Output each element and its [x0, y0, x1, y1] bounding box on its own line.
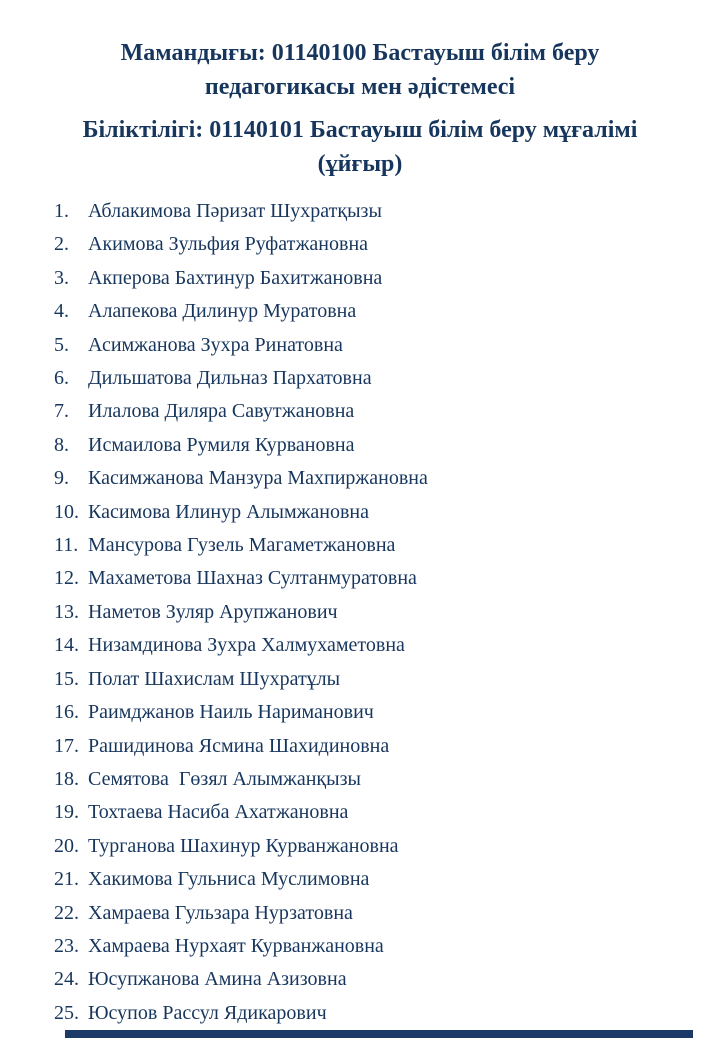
list-item-name: Махаметова Шахназ Султанмуратовна	[88, 567, 417, 590]
list-item-name: Низамдинова Зухра Халмухаметовна	[88, 634, 405, 657]
list-item-number: 18.	[54, 767, 79, 790]
list-item-name: Акперова Бахтинур Бахитжановна	[88, 266, 383, 289]
list-item	[0, 429, 720, 462]
qualification-heading	[0, 113, 720, 181]
list-item	[0, 629, 720, 662]
list-item-number: 20.	[54, 834, 79, 857]
list-item-name: Асимжанова Зухра Ринатовна	[88, 333, 343, 356]
list-item	[0, 830, 720, 863]
list-item-name: Семятова Гөзял Алымжанқызы	[88, 767, 361, 790]
list-item-name: Касимова Илинур Алымжановна	[88, 500, 370, 523]
list-item-name: Аблакимова Пәризат Шухратқызы	[88, 200, 382, 222]
list-item-name: Илалова Диляра Савутжановна	[88, 400, 355, 423]
list-item-number: 24.	[54, 968, 79, 991]
list-item-name: Юсупжанова Амина Азизовна	[88, 968, 347, 991]
list-item	[0, 295, 720, 328]
specialty-heading-line2: педагогикасы мен әдістемесі	[204, 74, 516, 100]
list-item-name: Раимджанов Наиль Нариманович	[88, 701, 374, 724]
list-item	[0, 863, 720, 896]
qualification-heading-line2: (ұйғыр)	[317, 151, 403, 177]
list-item	[0, 663, 720, 696]
list-item-number: 13.	[54, 600, 79, 623]
list-item-number: 15.	[54, 667, 79, 690]
list-item-name: Исмаилова Румиля Курвановна	[88, 433, 355, 456]
list-item	[0, 362, 720, 395]
list-item-number: 7.	[54, 400, 69, 423]
list-item	[0, 562, 720, 595]
list-item-name: Хакимова Гульниса Муслимовна	[88, 868, 370, 891]
list-item-number: 11.	[54, 534, 79, 557]
qualification-heading-line1: Біліктілігі: 01140101 Бастауыш білім беру мұғалімі	[82, 117, 638, 143]
list-item-name: Касимжанова Манзура Махпиржановна	[88, 467, 428, 490]
list-item-number: 16.	[54, 701, 79, 724]
list-item-number: 19.	[54, 801, 79, 824]
list-item	[0, 329, 720, 362]
list-item-name: Тохтаева Насиба Ахатжановна	[88, 801, 349, 824]
list-item-number: 2.	[54, 233, 69, 256]
list-item	[0, 228, 720, 261]
list-item-name: Полат Шахислам Шухратұлы	[88, 667, 341, 690]
list-item	[0, 930, 720, 963]
list-item-number: 17.	[54, 734, 79, 757]
list-item	[0, 997, 720, 1030]
list-item	[0, 262, 720, 295]
list-item	[0, 696, 720, 729]
list-item-number: 6.	[54, 367, 69, 390]
list-item-number: 23.	[54, 934, 79, 957]
list-item	[0, 529, 720, 562]
list-item-name: Хамраева Нурхаят Курванжановна	[88, 934, 384, 957]
list-item-name: Наметов Зуляр Арупжанович	[88, 600, 338, 623]
list-item-number: 14.	[54, 634, 79, 657]
list-item-number: 25.	[54, 1001, 79, 1024]
list-item-number: 21.	[54, 868, 79, 891]
list-item	[0, 796, 720, 829]
list-item-number: 9.	[54, 467, 69, 490]
list-item-name: Хамраева Гульзара Нурзатовна	[88, 901, 353, 924]
list-item	[0, 596, 720, 629]
list-item	[0, 395, 720, 428]
list-item-number: 12.	[54, 567, 79, 590]
list-item	[0, 897, 720, 930]
list-item-number: 1.	[54, 200, 69, 222]
list-item-name: Юсупов Рассул Ядикарович	[88, 1001, 327, 1024]
list-item-name: Алапекова Дилинур Муратовна	[88, 300, 357, 323]
list-item-number: 10.	[54, 500, 79, 523]
student-list	[0, 195, 720, 1030]
list-item	[0, 462, 720, 495]
list-item	[0, 496, 720, 529]
list-item-name: Акимова Зульфия Руфатжановна	[88, 233, 369, 256]
list-item	[0, 963, 720, 996]
list-item-number: 5.	[54, 333, 69, 356]
list-item-number: 3.	[54, 266, 69, 289]
list-item	[0, 763, 720, 796]
list-item-name: Рашидинова Ясмина Шахидиновна	[88, 734, 390, 757]
list-item	[0, 730, 720, 763]
list-item	[0, 195, 720, 228]
list-item-number: 22.	[54, 901, 79, 924]
cut-off-next-line	[65, 1030, 693, 1038]
list-item-number: 8.	[54, 433, 69, 456]
specialty-heading-line1: Мамандығы: 01140100 Бастауыш білім беру	[120, 40, 600, 66]
specialty-heading	[0, 0, 720, 104]
list-item-name: Мансурова Гузель Магаметжановна	[88, 534, 396, 557]
list-item-number: 4.	[54, 300, 69, 323]
list-item-name: Турганова Шахинур Курванжановна	[88, 834, 399, 857]
list-item-name: Дильшатова Дильназ Пархатовна	[88, 367, 372, 390]
